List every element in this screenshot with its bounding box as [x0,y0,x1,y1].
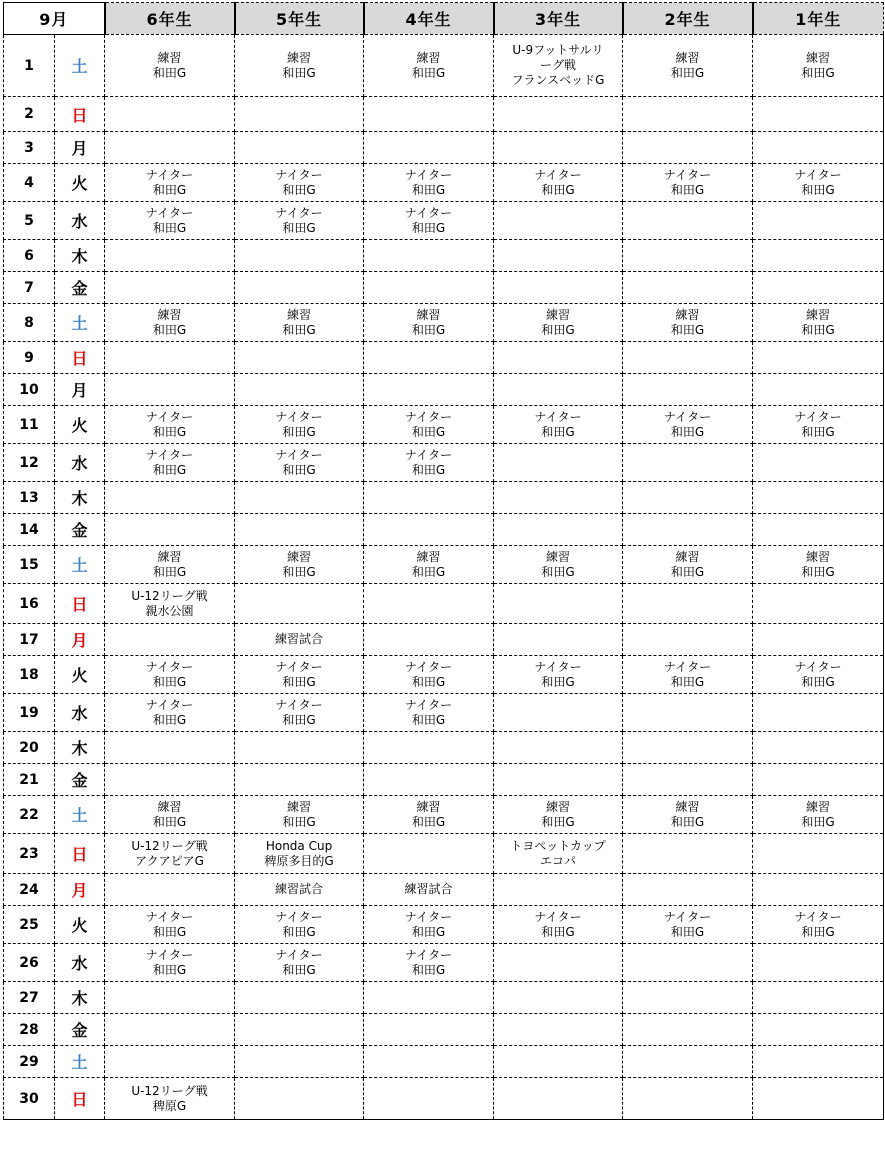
event-cell [105,1014,235,1046]
event-cell: 練習 和田G [235,35,364,97]
event-cell [364,374,494,406]
grade-header: 5年生 [235,3,364,35]
event-cell [235,732,364,764]
event-cell [105,342,235,374]
event-cell [494,482,623,514]
event-cell [623,694,753,732]
event-cell [105,982,235,1014]
event-cell [364,240,494,272]
event-cell [753,514,884,546]
event-cell [235,1046,364,1078]
event-cell: 練習 和田G [364,304,494,342]
day-number: 2 [4,97,55,132]
event-cell [364,1078,494,1120]
event-cell [235,374,364,406]
day-row [4,1046,884,1078]
weekday-label: 日 [55,1078,105,1120]
weekday-label: 土 [55,35,105,97]
event-cell: ナイター 和田G [105,656,235,694]
day-number: 4 [4,164,55,202]
event-cell [105,624,235,656]
event-cell [105,482,235,514]
event-cell: ナイター 和田G [494,406,623,444]
event-cell [753,694,884,732]
event-cell [623,834,753,874]
event-cell [623,764,753,796]
event-cell [494,342,623,374]
day-row [4,584,884,624]
event-cell: ナイター 和田G [105,202,235,240]
event-cell: 練習 和田G [753,796,884,834]
event-cell: 練習 和田G [235,796,364,834]
event-cell: ナイター 和田G [235,406,364,444]
event-cell [235,514,364,546]
event-cell: ナイター 和田G [623,164,753,202]
event-cell [494,1078,623,1120]
day-number: 13 [4,482,55,514]
event-cell: ナイター 和田G [623,906,753,944]
day-row [4,406,884,444]
event-cell [753,1078,884,1120]
event-cell: 練習 和田G [623,304,753,342]
event-cell [753,982,884,1014]
event-cell: ナイター 和田G [105,164,235,202]
weekday-label: 日 [55,342,105,374]
event-cell [494,584,623,624]
event-cell: U-12リーグ戦 親水公園 [105,584,235,624]
day-row [4,834,884,874]
day-row [4,694,884,732]
weekday-label: 金 [55,514,105,546]
day-row [4,546,884,584]
event-cell [235,97,364,132]
event-cell [494,272,623,304]
event-cell [623,97,753,132]
day-number: 16 [4,584,55,624]
event-cell [753,624,884,656]
weekday-label: 水 [55,694,105,732]
event-cell: ナイター 和田G [364,164,494,202]
day-number: 24 [4,874,55,906]
weekday-label: 金 [55,272,105,304]
event-cell [753,132,884,164]
event-cell: 練習 和田G [105,35,235,97]
weekday-label: 火 [55,906,105,944]
event-cell: U-12リーグ戦 アクアピアG [105,834,235,874]
event-cell: ナイター 和田G [235,694,364,732]
event-cell [753,944,884,982]
event-cell: Honda Cup 稗原多目的G [235,834,364,874]
event-cell [753,1014,884,1046]
event-cell [623,1078,753,1120]
event-cell: 練習 和田G [623,35,753,97]
event-cell [364,1014,494,1046]
event-cell [494,132,623,164]
day-number: 3 [4,132,55,164]
event-cell [623,482,753,514]
event-cell [623,374,753,406]
event-cell [623,132,753,164]
day-row [4,272,884,304]
event-cell [235,272,364,304]
event-cell: 練習 和田G [753,304,884,342]
event-cell: トヨペットカップ エコパ [494,834,623,874]
event-cell [753,240,884,272]
event-cell: ナイター 和田G [235,656,364,694]
day-number: 12 [4,444,55,482]
event-cell [623,944,753,982]
weekday-label: 火 [55,164,105,202]
event-cell [105,374,235,406]
weekday-label: 水 [55,944,105,982]
event-cell: 練習 和田G [105,796,235,834]
day-row [4,906,884,944]
event-cell [235,982,364,1014]
month-header: 9月 [4,3,105,35]
event-cell: ナイター 和田G [364,656,494,694]
event-cell [235,482,364,514]
event-cell: ナイター 和田G [105,406,235,444]
day-row [4,35,884,97]
event-cell [753,482,884,514]
day-number: 20 [4,732,55,764]
grade-header: 4年生 [364,3,494,35]
event-cell [364,624,494,656]
event-cell [623,444,753,482]
event-cell: 練習 和田G [494,796,623,834]
event-cell: ナイター 和田G [235,164,364,202]
event-cell [623,202,753,240]
event-cell [364,732,494,764]
grade-header: 1年生 [753,3,884,35]
day-number: 7 [4,272,55,304]
event-cell [235,1014,364,1046]
event-cell: ナイター 和田G [235,444,364,482]
day-row [4,240,884,272]
event-cell [105,272,235,304]
day-number: 27 [4,982,55,1014]
weekday-label: 土 [55,546,105,584]
weekday-label: 土 [55,304,105,342]
event-cell [235,342,364,374]
day-number: 21 [4,764,55,796]
weekday-label: 日 [55,97,105,132]
event-cell: ナイター 和田G [235,906,364,944]
event-cell [105,132,235,164]
grade-header: 6年生 [105,3,235,35]
day-number: 29 [4,1046,55,1078]
day-row [4,164,884,202]
event-cell [494,624,623,656]
weekday-label: 金 [55,764,105,796]
weekday-label: 火 [55,406,105,444]
event-cell [623,272,753,304]
weekday-label: 日 [55,834,105,874]
event-cell [494,240,623,272]
event-cell [753,834,884,874]
event-cell: ナイター 和田G [364,906,494,944]
event-cell [753,584,884,624]
day-row [4,624,884,656]
grade-header: 2年生 [623,3,753,35]
day-number: 17 [4,624,55,656]
event-cell: ナイター 和田G [364,944,494,982]
event-cell: ナイター 和田G [494,656,623,694]
weekday-label: 木 [55,240,105,272]
event-cell: 練習 和田G [623,796,753,834]
event-cell: ナイター 和田G [494,164,623,202]
event-cell [364,97,494,132]
event-cell [623,514,753,546]
event-cell: 練習試合 [364,874,494,906]
event-cell: ナイター 和田G [235,202,364,240]
day-row [4,374,884,406]
event-cell [364,834,494,874]
day-row [4,482,884,514]
day-row [4,944,884,982]
event-cell [623,1046,753,1078]
event-cell: ナイター 和田G [105,444,235,482]
event-cell [753,732,884,764]
event-cell: ナイター 和田G [753,406,884,444]
day-number: 8 [4,304,55,342]
weekday-label: 土 [55,796,105,834]
event-cell: ナイター 和田G [753,906,884,944]
event-cell [753,874,884,906]
event-cell [753,764,884,796]
weekday-label: 月 [55,374,105,406]
day-row [4,514,884,546]
weekday-label: 木 [55,732,105,764]
event-cell [623,240,753,272]
day-row [4,656,884,694]
day-number: 19 [4,694,55,732]
event-cell: 練習 和田G [623,546,753,584]
day-number: 22 [4,796,55,834]
event-cell: ナイター 和田G [235,944,364,982]
weekday-label: 日 [55,584,105,624]
event-cell [494,202,623,240]
day-number: 9 [4,342,55,374]
day-row [4,874,884,906]
event-cell: ナイター 和田G [105,694,235,732]
event-cell [494,982,623,1014]
event-cell [494,874,623,906]
event-cell [623,732,753,764]
event-cell: ナイター 和田G [364,694,494,732]
event-cell [364,132,494,164]
event-cell [623,342,753,374]
event-cell [753,97,884,132]
event-cell [623,982,753,1014]
event-cell: 練習 和田G [364,796,494,834]
event-cell [105,1046,235,1078]
event-cell [494,444,623,482]
event-cell [623,624,753,656]
day-row [4,764,884,796]
event-cell: ナイター 和田G [364,406,494,444]
day-row [4,444,884,482]
event-cell: 練習 和田G [235,546,364,584]
day-number: 5 [4,202,55,240]
event-cell: U-9フットサルリ ーグ戦 フランスベッドG [494,35,623,97]
event-cell [753,342,884,374]
event-cell [623,874,753,906]
event-cell [494,374,623,406]
event-cell: ナイター 和田G [753,164,884,202]
event-cell: ナイター 和田G [105,906,235,944]
event-cell: ナイター 和田G [364,202,494,240]
day-number: 18 [4,656,55,694]
event-cell [235,764,364,796]
event-cell: 練習 和田G [753,35,884,97]
event-cell: 練習 和田G [364,35,494,97]
event-cell [235,132,364,164]
day-number: 10 [4,374,55,406]
event-cell [364,272,494,304]
event-cell: ナイター 和田G [623,406,753,444]
event-cell [105,764,235,796]
event-cell [494,764,623,796]
day-number: 28 [4,1014,55,1046]
day-number: 15 [4,546,55,584]
event-cell: ナイター 和田G [623,656,753,694]
event-cell: 練習 和田G [753,546,884,584]
event-cell [105,514,235,546]
event-cell [364,342,494,374]
day-row [4,1014,884,1046]
day-row [4,202,884,240]
event-cell [753,1046,884,1078]
event-cell [364,514,494,546]
event-cell: ナイター 和田G [364,444,494,482]
day-number: 26 [4,944,55,982]
monthly-schedule-table [3,2,884,1120]
header-row [4,3,884,35]
day-row [4,732,884,764]
event-cell [364,1046,494,1078]
schedule-body [4,35,884,1120]
day-number: 11 [4,406,55,444]
event-cell [623,584,753,624]
event-cell [753,272,884,304]
event-cell: ナイター 和田G [105,944,235,982]
event-cell [494,97,623,132]
event-cell [235,584,364,624]
day-number: 23 [4,834,55,874]
event-cell: 練習試合 [235,874,364,906]
weekday-label: 木 [55,982,105,1014]
event-cell: 練習 和田G [105,546,235,584]
event-cell [105,97,235,132]
event-cell [494,732,623,764]
event-cell: 練習 和田G [105,304,235,342]
event-cell [623,1014,753,1046]
event-cell: U-12リーグ戦 稗原G [105,1078,235,1120]
event-cell: ナイター 和田G [494,906,623,944]
event-cell [494,694,623,732]
weekday-label: 水 [55,444,105,482]
day-row [4,132,884,164]
weekday-label: 月 [55,874,105,906]
day-row [4,304,884,342]
event-cell [364,482,494,514]
grade-header: 3年生 [494,3,623,35]
weekday-label: 木 [55,482,105,514]
event-cell [494,514,623,546]
event-cell [753,374,884,406]
weekday-label: 月 [55,132,105,164]
event-cell: ナイター 和田G [753,656,884,694]
event-cell [494,1014,623,1046]
event-cell [364,764,494,796]
event-cell: 練習 和田G [235,304,364,342]
event-cell [753,444,884,482]
event-cell: 練習 和田G [494,546,623,584]
day-row [4,342,884,374]
weekday-label: 火 [55,656,105,694]
event-cell [753,202,884,240]
weekday-label: 金 [55,1014,105,1046]
day-row [4,1078,884,1120]
event-cell [235,240,364,272]
day-number: 25 [4,906,55,944]
day-number: 14 [4,514,55,546]
weekday-label: 土 [55,1046,105,1078]
day-row [4,97,884,132]
event-cell [105,240,235,272]
weekday-label: 月 [55,624,105,656]
event-cell [494,1046,623,1078]
day-row [4,982,884,1014]
day-number: 6 [4,240,55,272]
day-row [4,796,884,834]
event-cell: 練習 和田G [364,546,494,584]
day-number: 30 [4,1078,55,1120]
event-cell [105,732,235,764]
weekday-label: 水 [55,202,105,240]
event-cell [364,982,494,1014]
event-cell [364,584,494,624]
event-cell [235,1078,364,1120]
day-number: 1 [4,35,55,97]
event-cell [105,874,235,906]
event-cell: 練習試合 [235,624,364,656]
event-cell: 練習 和田G [494,304,623,342]
event-cell [494,944,623,982]
